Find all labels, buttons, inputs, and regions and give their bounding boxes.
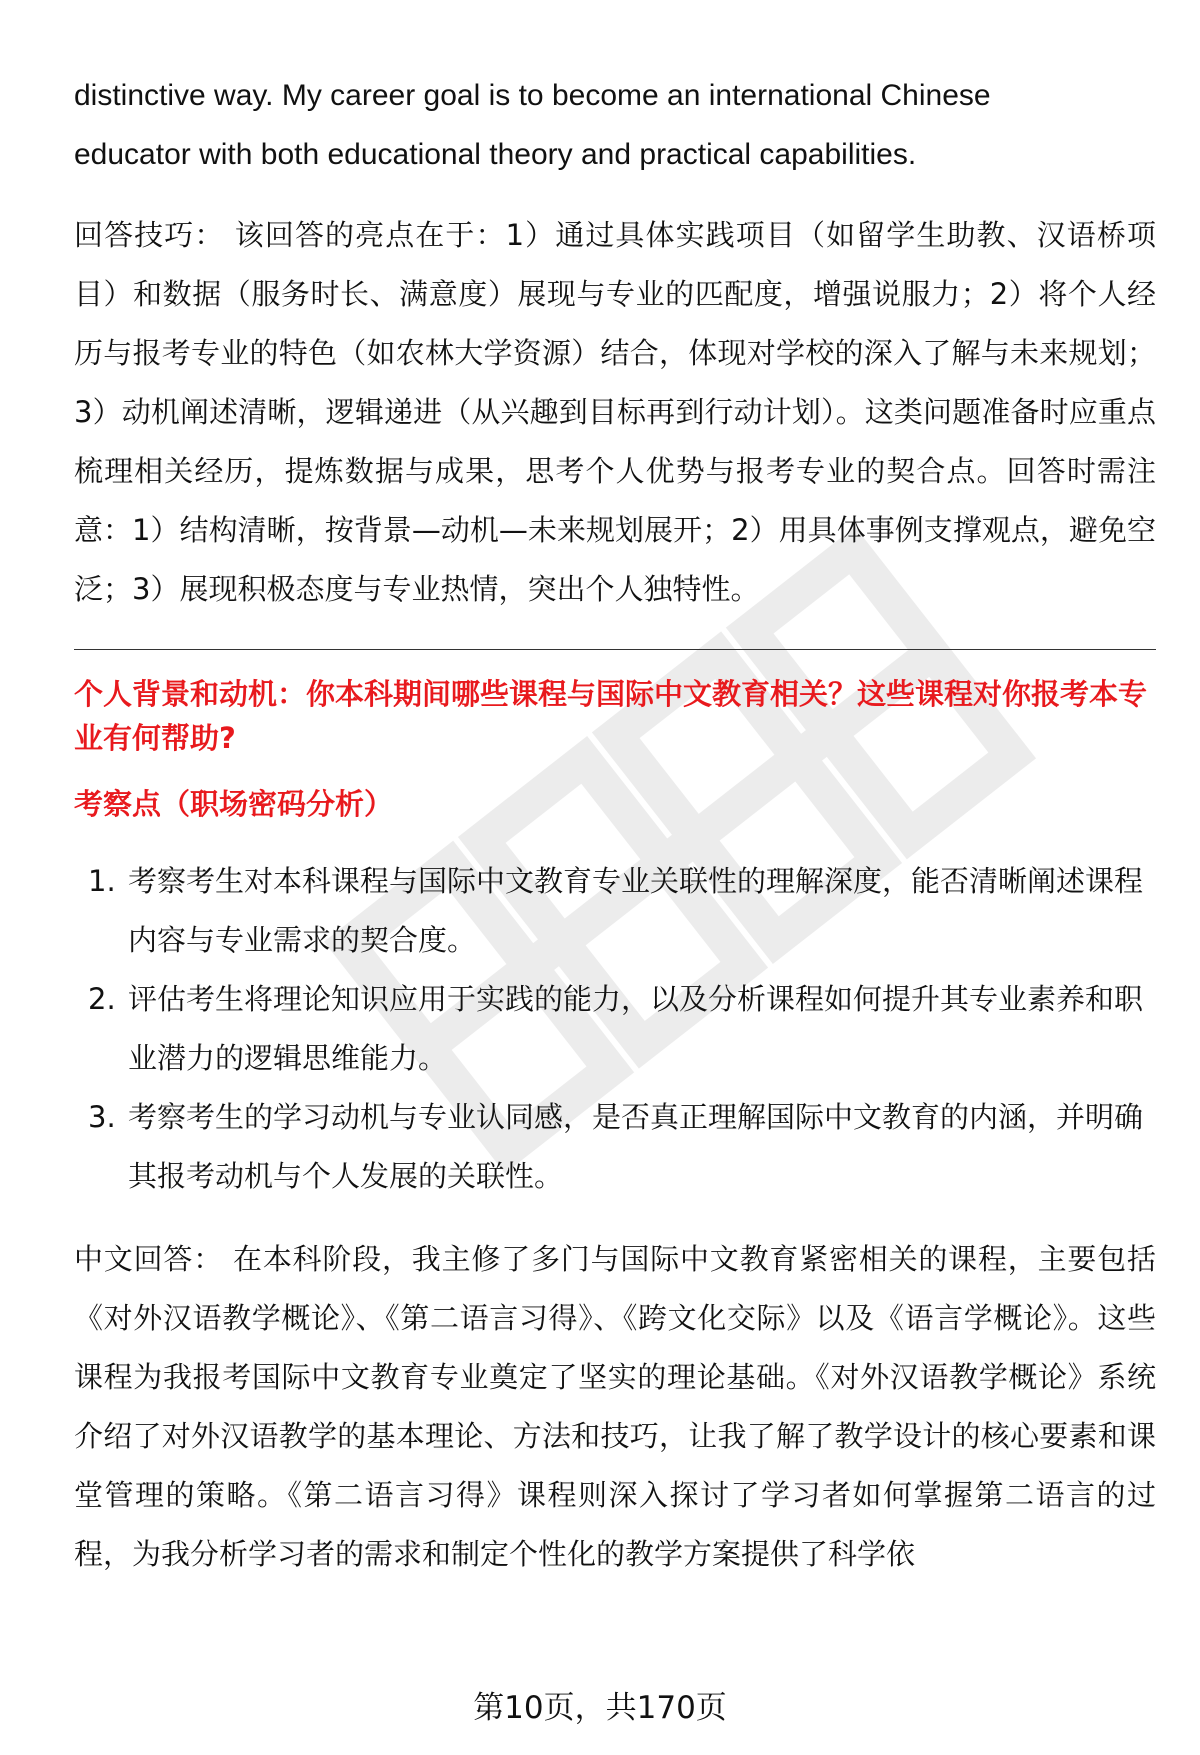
assessment-point xyxy=(74,852,1156,970)
page-number-footer: 第10页，共170页 xyxy=(473,1690,727,1726)
question-title: 个人背景和动机：你本科期间哪些课程与国际中文教育相关？这些课程对你报考本专业有何帮助? xyxy=(74,677,1148,755)
assessment-point-number: 2. xyxy=(88,982,116,1016)
assessment-point-number: 3. xyxy=(88,1100,116,1134)
continuation-line-1: distinctive way. My career goal is to become an international Chinese xyxy=(74,79,991,112)
assessment-point-text: 考察考生的学习动机与专业认同感，是否真正理解国际中文教育的内涵，并明确其报考动机与个人发展的关联性。 xyxy=(128,1100,1144,1193)
assessment-heading: 考察点（职场密码分析） xyxy=(74,787,394,821)
document-page xyxy=(74,66,1156,1584)
assessment-points-list xyxy=(74,852,1156,1206)
continuation-line-2: educator with both educational theory and practical capabilities. xyxy=(74,138,917,171)
answer-tips-label: 回答技巧： xyxy=(74,218,225,252)
assessment-point-number: 1. xyxy=(88,864,116,898)
assessment-point xyxy=(74,1088,1156,1206)
answer-tips-paragraph xyxy=(74,206,1156,619)
chinese-answer-label: 中文回答： xyxy=(74,1242,223,1276)
assessment-point xyxy=(74,970,1156,1088)
answer-tips-text: 该回答的亮点在于：1）通过具体实践项目（如留学生助教、汉语桥项目）和数据（服务时长、满意度）展现与专业的匹配度，增强说服力；2）将个人经历与报考专业的特色（如农林大学资源）结合，体现对学校的深入了解与未来规划；3）动机阐述清晰，逻辑递进（从兴趣到目标再到行动计划）。这类问题准备时应重点梳理相关经历，提炼数据与成果，思考个人优势与报考专业的契合点。回答时需注意：1）结构清晰，按背景—动机—未来规划展开；2）用具体事例支撑观点，避免空泛；3）展现积极态度与专业热情，突出个人独特性。 xyxy=(74,218,1156,606)
chinese-answer-text: 在本科阶段，我主修了多门与国际中文教育紧密相关的课程，主要包括《对外汉语教学概论》、《第二语言习得》、《跨文化交际》以及《语言学概论》。这些课程为我报考国际中文教育专业奠定了坚实的理论基础。《对外汉语教学概论》系统介绍了对外汉语教学的基本理论、方法和技巧，让我了解了教学设计的核心要素和课堂管理的策略。《第二语言习得》课程则深入探讨了学习者如何掌握第二语言的过程，为我分析学习者的需求和制定个性化的教学方案提供了科学依 xyxy=(74,1242,1156,1571)
assessment-point-text: 考察考生对本科课程与国际中文教育专业关联性的理解深度，能否清晰阐述课程内容与专业需求的契合度。 xyxy=(128,864,1144,957)
assessment-point-text: 评估考生将理论知识应用于实践的能力，以及分析课程如何提升其专业素养和职业潜力的逻辑思维能力。 xyxy=(128,982,1144,1075)
chinese-answer-paragraph xyxy=(74,1230,1156,1584)
